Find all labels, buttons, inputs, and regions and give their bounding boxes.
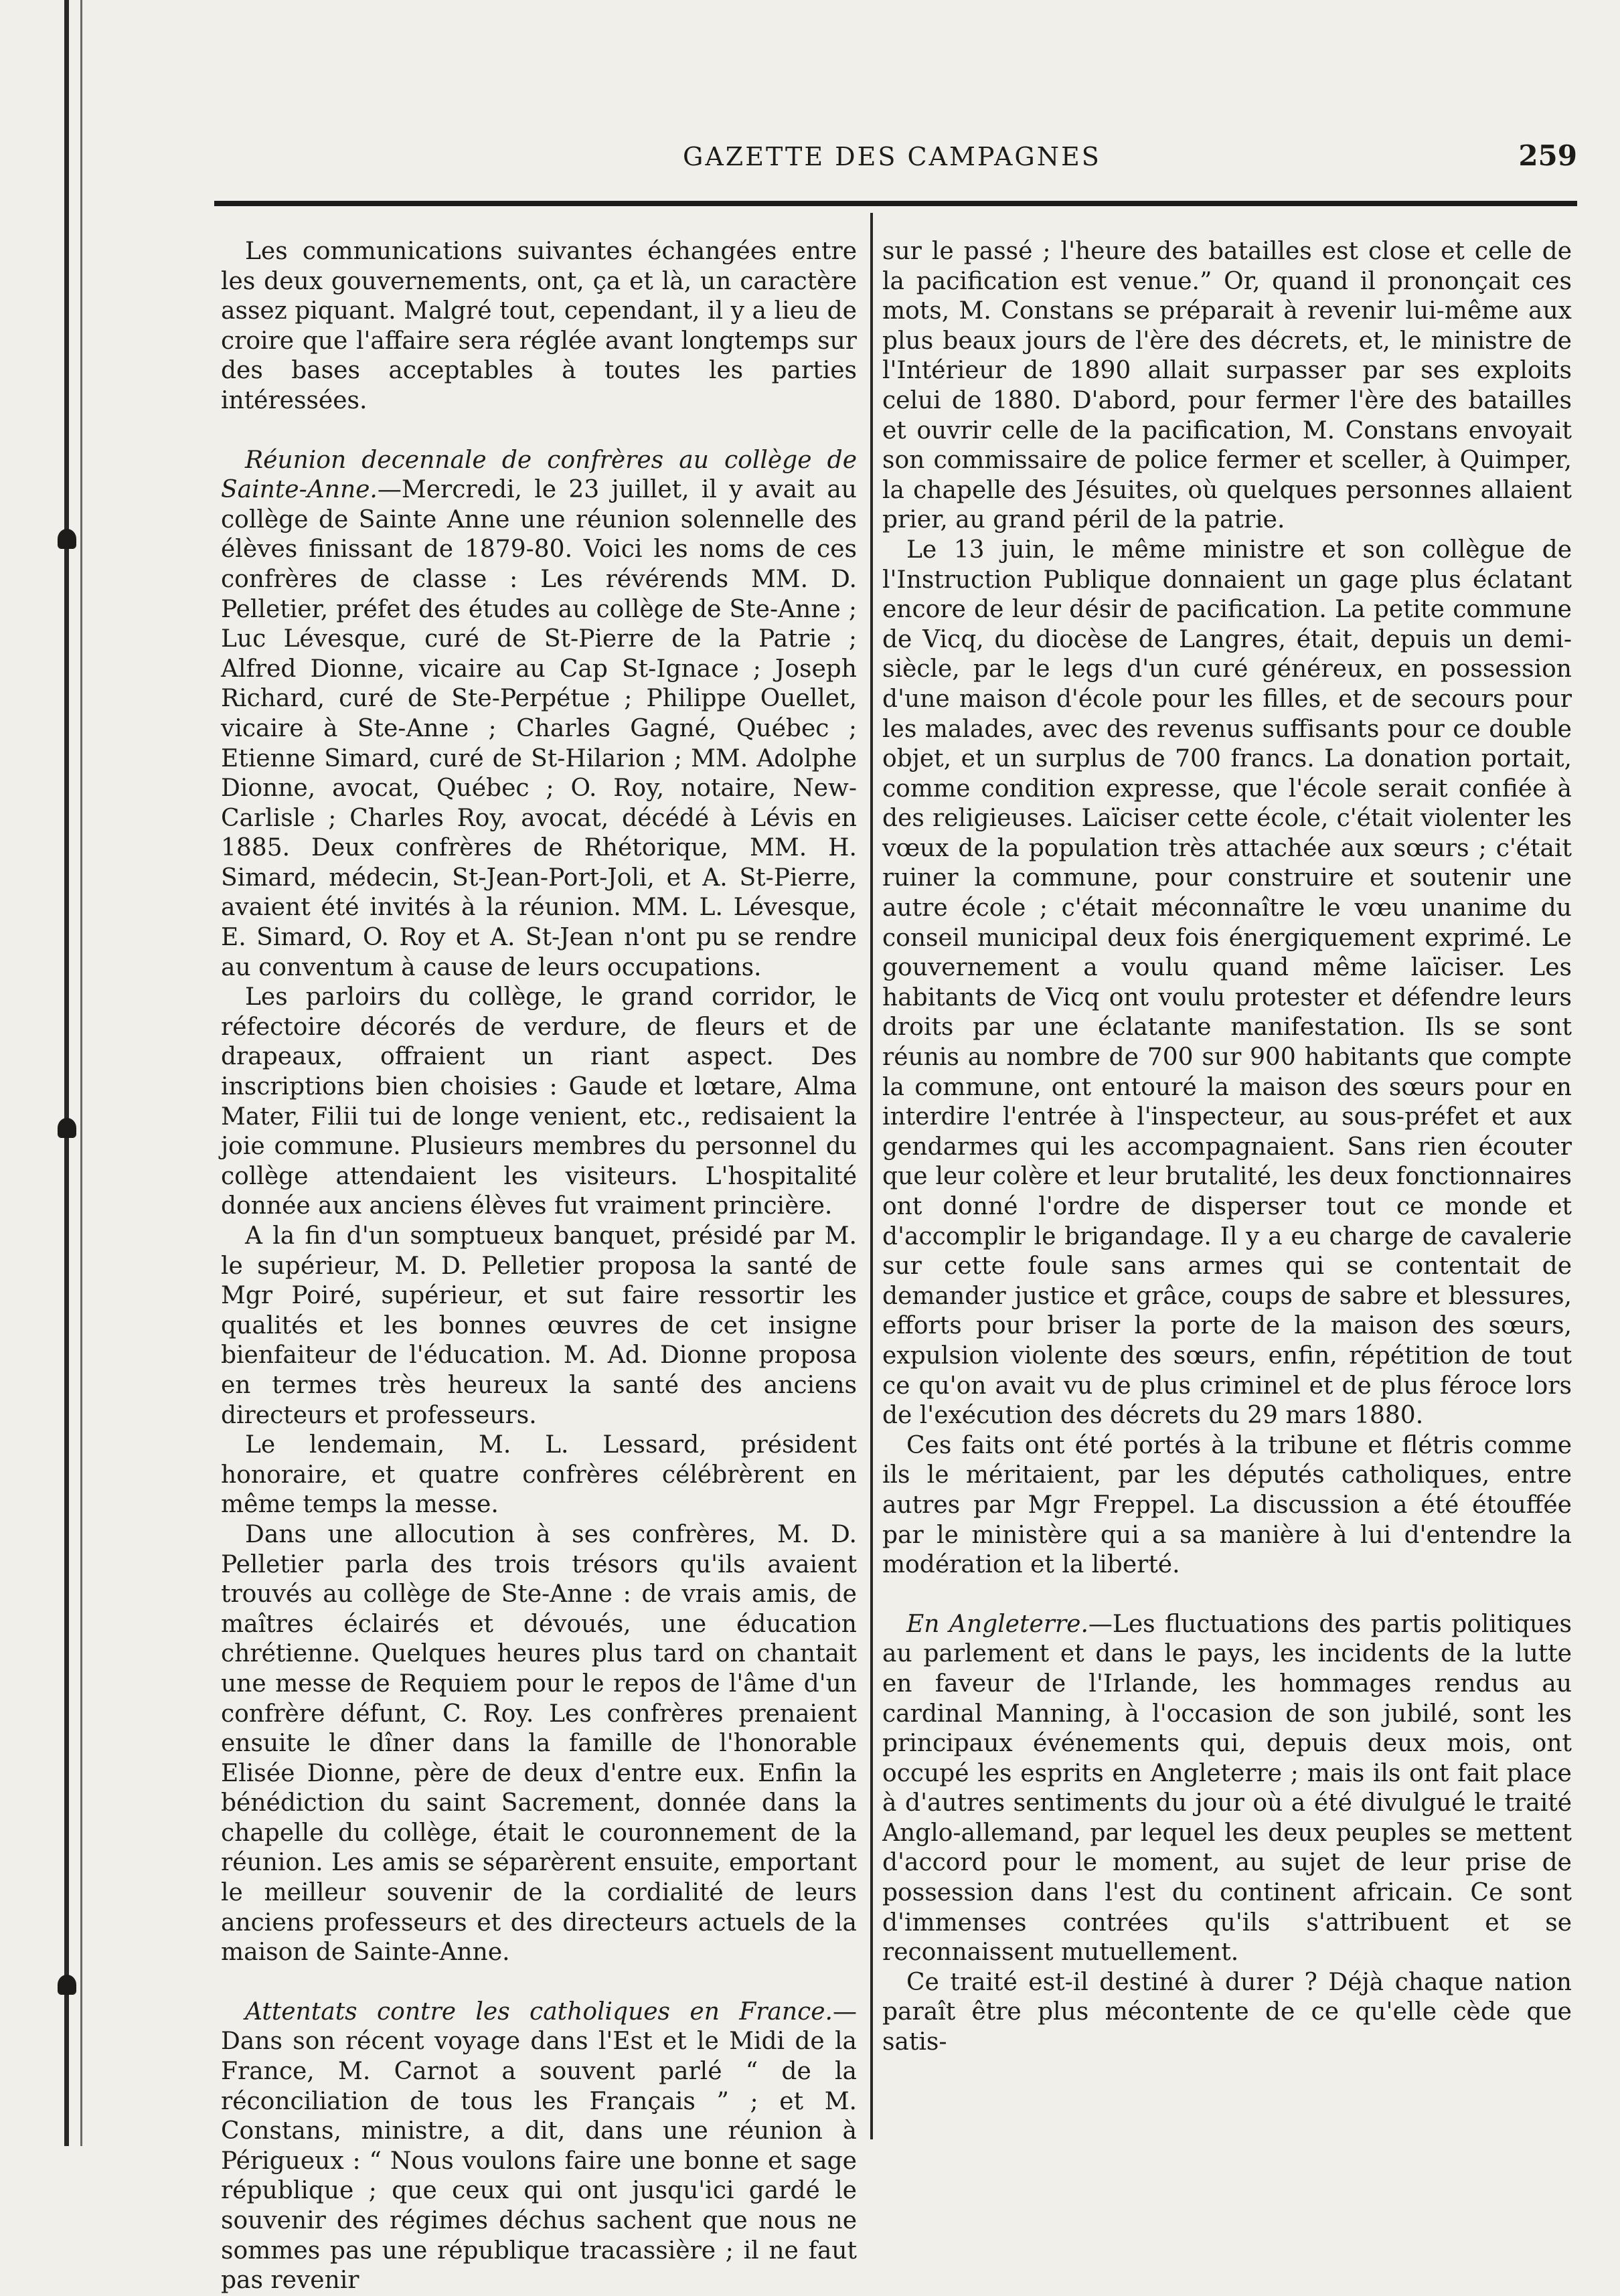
paragraph: Dans une allocution à ses confrères, M. D. Pelletier parla des trois trésors qu'ils avaient trouvés au collège de Ste-Anne : de vrais amis, de maîtres éclairés et dévoués, une éducation chrétienne. Quelques heures plus tard on chantait une messe de Requiem pour le repos de l'âme d'un confrère défunt, C. Roy. Les confrères prenaient ensuite le dîner dans la famille de l'honorable Elisée Dionne, père de deux d'entre eux. Enfin la bénédiction du saint Sacrement, donnée dans la chapelle du collège, était le couronnement de la réunion. Les amis se séparèrent ensuite, emportant le meilleur souvenir de la cordialité de leurs anciens professeurs et des directeurs actuels de la maison de Sainte-Anne. [221,1520,857,1967]
running-header [214,137,1577,183]
paragraph: Les parloirs du collège, le grand corridor, le réfectoire décorés de verdure, de fleurs et de drapeaux, offraient un riant aspect. Des inscriptions bien choisies : Gaude et lœtare, Alma Mater, Filii tui de longe venient, etc., redisaient la joie commune. Plusieurs membres du personnel du collège attendaient les visiteurs. L'hospitalité donnée aux anciens élèves fut vraiment princière. [221,983,857,1220]
article-title: Attentats contre les catholiques en France. [245,1997,833,2026]
header-rule [214,201,1577,206]
binding-stitch-mark [58,1118,76,1138]
article-body: —Les fluctuations des partis politiques au parlement et dans le pays, les incidents de la lutte en faveur de l'Irlande, les hommages rendus au cardinal Manning, à l'occasion de son jubilé, sont les principaux événements qui, depuis deux mois, ont occupé les esprits en Angleterre ; mais ils ont fait place à d'autres sentiments du jour où a été divulgué le traité Anglo-allemand, par lequel les deux peuples se mettent d'accord pour le moment, au sujet de leur prise de possession dans l'est du continent africain. Ce sont d'immenses contrées qu'ils s'attribuent et se reconnaissent mutuellement. [882,1610,1572,1967]
paragraph: A la fin d'un somptueux banquet, présidé par M. le supérieur, M. D. Pelletier proposa la santé de Mgr Poiré, supérieur, et sut faire ressortir les qualités et les bonnes œuvres de cet insigne bienfaiteur de l'éducation. M. Ad. Dionne proposa en termes très heureux la santé des anciens directeurs et professeurs. [221,1222,857,1429]
article-angleterre [882,1610,1572,1968]
article-college-sainte-anne [221,446,857,983]
journal-title: GAZETTE DES CAMPAGNES [683,142,1101,171]
binding-line [64,0,69,2146]
article-title: En Angleterre. [906,1610,1088,1638]
left-column [221,237,857,2296]
paragraph: Le lendemain, M. L. Lessard, président honoraire, et quatre confrères célébrèrent en même temps la messe. [221,1431,857,1519]
article-attentats-france [221,1997,857,2296]
paragraph: Le 13 juin, le même ministre et son collègue de l'Instruction Publique donnaient un gage plus éclatant encore de leur désir de pacification. La petite commune de Vicq, du diocèse de Langres, était, depuis un demi-siècle, par le legs d'un curé généreux, en possession d'une maison d'école pour les filles, et de secours pour les malades, avec des revenus suffisants pour ce double objet, et un surplus de 700 francs. La donation portait, comme condition expresse, que l'école serait confiée à des religieuses. Laïciser cette école, c'était violenter les vœux de la population très attachée aux sœurs ; c'était ruiner la commune, pour construire et soutenir une autre école ; c'était méconnaître le vœu unanime du conseil municipal deux fois énergiquement exprimé. Le gouvernement a voulu quand même laïciser. Les habitants de Vicq ont voulu protester et défendre leurs droits par une éclatante manifestation. Ils se sont réunis au nombre de 700 sur 900 habitants que compte la commune, ont entouré la maison des sœurs pour en interdire l'entrée à l'inspecteur, au sous-préfet et aux gendarmes qui les accompagnaient. Sans rien écouter que leur colère et leur brutalité, les deux fonctionnaires ont donné l'ordre de disperser tout ce monde et d'accomplir le brigandage. Il y a eu charge de cavalerie sur cette foule sans armes qui se contentait de demander justice et grâce, coups de sabre et blessures, efforts pour briser la porte de la maison des sœurs, expulsion violente des sœurs, enfin, répétition de tout ce qu'on avait vu de plus criminel et de plus féroce lors de l'exécution des décrets du 29 mars 1880. [882,536,1572,1430]
binding-stitch-mark [58,1975,76,1995]
page-number: 259 [1518,139,1577,172]
binding-line-inner [80,0,82,2146]
column-divider [870,213,873,2139]
paragraph: Ce traité est-il destiné à durer ? Déjà chaque nation paraît être plus mécontente de ce qu'elle cède que satis- [882,1968,1572,2056]
right-column [882,237,1572,2058]
article-body: —Dans son récent voyage dans l'Est et le Midi de la France, M. Carnot a souvent parlé “ de la réconciliation de tous les Français ” ; et M. Constans, ministre, a dit, dans une réunion à Périgueux : “ Nous voulons faire une bonne et sage république ; que ceux qui ont jusqu'ici gardé le souvenir des régimes déchus sachent que nous ne sommes pas une république tracassière ; il ne faut pas revenir [221,1997,857,2295]
binding-stitch-mark [58,529,76,549]
paragraph: Les communications suivantes échangées entre les deux gouvernements, ont, ça et là, un caractère assez piquant. Malgré tout, cependant, il y a lieu de croire que l'affaire sera réglée avant longtemps sur des bases acceptables à toutes les parties intéressées. [221,238,857,414]
article-body: —Mercredi, le 23 juillet, il y avait au collège de Sainte Anne une réunion solennelle des élèves finissant de 1879-80. Voici les noms de ces confrères de classe : Les révérends MM. D. Pelletier, préfet des études au collège de Ste-Anne ; Luc Lévesque, curé de St-Pierre de la Patrie ; Alfred Dionne, vicaire au Cap St-Ignace ; Joseph Richard, curé de Ste-Perpétue ; Philippe Ouellet, vicaire à Ste-Anne ; Charles Gagné, Québec ; Etienne Simard, curé de St-Hilarion ; MM. Adolphe Dionne, avocat, Québec ; O. Roy, notaire, New-Carlisle ; Charles Roy, avocat, décédé à Lévis en 1885. Deux confrères de Rhétorique, MM. H. Simard, médecin, St-Jean-Port-Joli, et A. St-Pierre, avaient été invités à la réunion. MM. L. Lévesque, E. Simard, O. Roy et A. St-Jean n'ont pu se rendre au conventum à cause de leurs occupations. [221,476,857,981]
paragraph: sur le passé ; l'heure des batailles est close et celle de la pacification est venue.” Or, quand il prononçait ces mots, M. Constans se préparait à revenir lui-même aux plus beaux jours de l'ère des décrets, et, le ministre de l'Intérieur de 1890 allait surpasser par ses exploits celui de 1880. D'abord, pour fermer l'ère des batailles et ouvrir celle de la pacification, M. Constans envoyait son commissaire de police fermer et sceller, à Quimper, la chapelle des Jésuites, où quelques personnes allaient prier, au grand péril de la patrie. [882,238,1572,534]
paragraph: Ces faits ont été portés à la tribune et flétris comme ils le méritaient, par les députés catholiques, entre autres par Mgr Freppel. La discussion a été étouffée par le ministère qui a sa manière à lui d'entendre la modération et la liberté. [882,1431,1572,1579]
article-title: Réunion decennale de confrères au collège de Sainte-Anne. [221,446,857,504]
